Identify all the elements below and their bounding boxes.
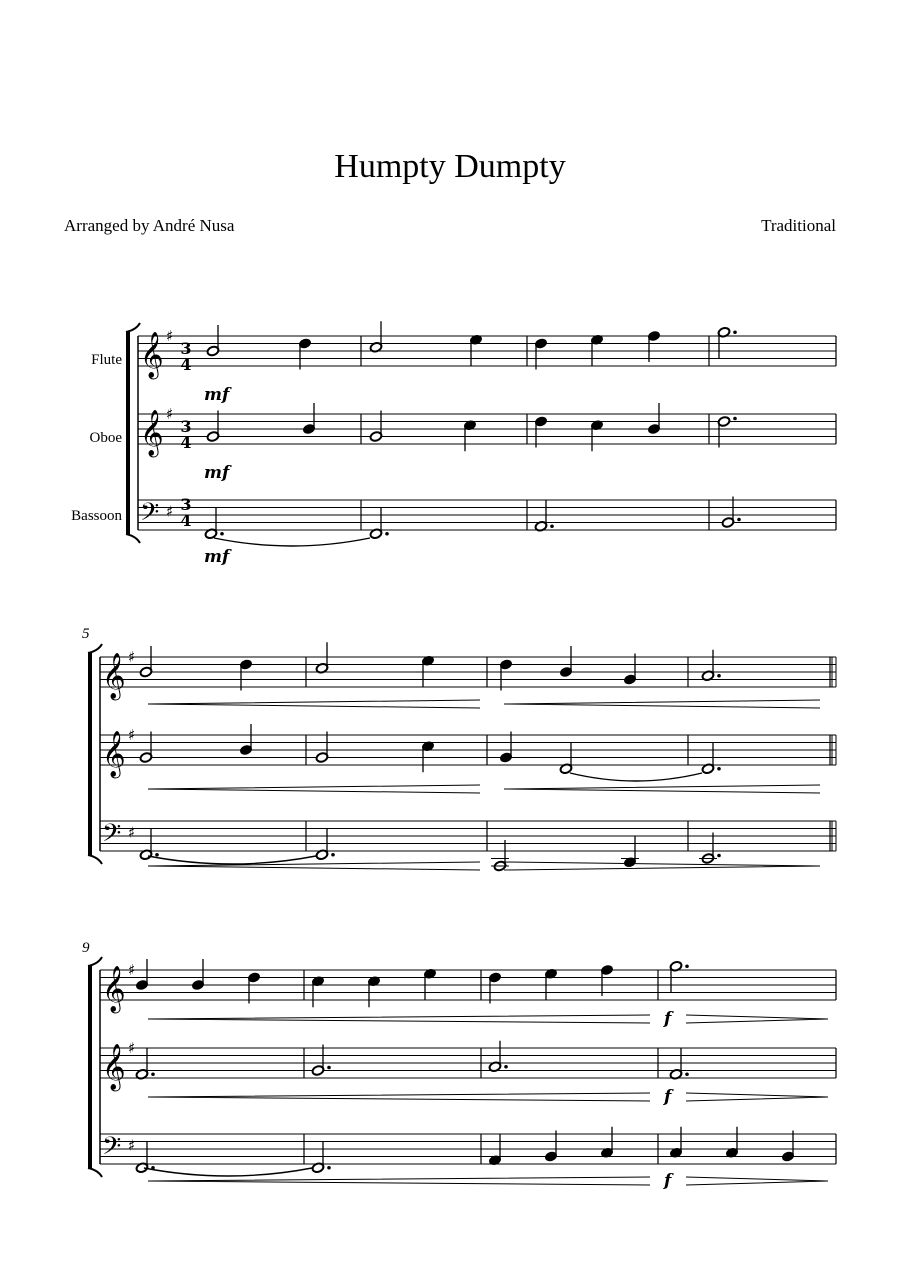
bass-clef-icon: 𝄢: [102, 1132, 122, 1167]
bracket-hook: [88, 855, 102, 864]
tie-slur: [148, 856, 316, 864]
augmentation-dot: [504, 1065, 508, 1069]
dynamic-f-oboe: f: [664, 1087, 672, 1107]
dynamic-f-bassoon: f: [664, 1171, 672, 1191]
system-bracket: [88, 653, 92, 855]
key-sharp-icon: ♯: [166, 405, 174, 423]
bracket-hook: [88, 644, 102, 653]
crescendo-hairpin: [148, 1015, 650, 1023]
augmentation-dot: [733, 330, 737, 334]
treble-clef-icon: 𝄞: [140, 332, 164, 378]
crescendo-hairpin: [148, 1093, 650, 1101]
time-signature-oboe: [180, 417, 191, 452]
augmentation-dot: [733, 417, 737, 421]
augmentation-dot: [327, 1166, 331, 1170]
svg-text:4: 4: [180, 433, 192, 452]
treble-clef-icon: 𝄞: [140, 410, 164, 456]
instrument-label-bassoon: Bassoon: [71, 508, 122, 524]
measure-number-5: 5: [82, 626, 90, 642]
bracket-hook: [88, 957, 102, 966]
crescendo-hairpin: [504, 785, 820, 793]
augmentation-dot: [155, 853, 159, 857]
tie-slur: [214, 538, 370, 546]
svg-text:4: 4: [180, 355, 192, 374]
time-signature-bassoon: [180, 495, 191, 530]
tie-slur: [144, 1168, 312, 1176]
treble-clef-icon: 𝄞: [102, 966, 126, 1012]
key-sharp-icon: ♯: [128, 961, 136, 979]
bracket-hook: [126, 323, 140, 332]
augmentation-dot: [717, 674, 721, 678]
augmentation-dot: [717, 854, 721, 858]
tie-slur: [570, 773, 702, 781]
bass-clef-icon: 𝄢: [140, 498, 160, 533]
diminuendo-hairpin: [686, 1015, 828, 1023]
svg-text:4: 4: [180, 511, 192, 530]
diminuendo-hairpin: [686, 1093, 828, 1101]
key-sharp-icon: ♯: [166, 502, 174, 521]
svg-text:3: 3: [180, 417, 192, 436]
diminuendo-hairpin: [504, 862, 820, 870]
augmentation-dot: [685, 964, 689, 968]
augmentation-dot: [220, 532, 224, 536]
treble-clef-icon: 𝄞: [102, 653, 126, 699]
dynamic-mf-bassoon: mf: [204, 547, 230, 567]
augmentation-dot: [385, 532, 389, 536]
crescendo-hairpin: [148, 1177, 650, 1185]
system-bracket: [88, 966, 92, 1168]
key-sharp-icon: ♯: [128, 648, 136, 666]
dynamic-f-flute: f: [664, 1009, 672, 1029]
system-bracket: [126, 332, 130, 534]
arranger-credit: Arranged by André Nusa: [64, 216, 235, 235]
score-systems: [88, 321, 836, 1185]
measure-number-9: 9: [82, 940, 90, 956]
augmentation-dot: [717, 767, 721, 771]
bracket-hook: [126, 534, 140, 543]
key-sharp-icon: ♯: [128, 726, 136, 744]
dynamic-mf-oboe: mf: [204, 463, 230, 483]
key-sharp-icon: ♯: [128, 1136, 136, 1155]
crescendo-hairpin: [148, 785, 480, 793]
crescendo-hairpin: [504, 700, 820, 708]
bass-clef-icon: 𝄢: [102, 819, 122, 854]
augmentation-dot: [685, 1072, 689, 1076]
instrument-label-oboe: Oboe: [89, 430, 122, 446]
time-signature-flute: [180, 339, 191, 374]
instrument-label-flute: Flute: [91, 352, 122, 368]
diminuendo-hairpin: [686, 1177, 828, 1185]
key-sharp-icon: ♯: [128, 1039, 136, 1057]
augmentation-dot: [737, 518, 741, 522]
svg-text:3: 3: [180, 339, 192, 358]
augmentation-dot: [550, 524, 554, 528]
svg-text:3: 3: [180, 495, 192, 514]
augmentation-dot: [151, 1072, 155, 1076]
treble-clef-icon: 𝄞: [102, 731, 126, 777]
bracket-hook: [88, 1168, 102, 1177]
crescendo-hairpin: [148, 700, 480, 708]
key-sharp-icon: ♯: [128, 823, 136, 842]
dynamic-mf-flute: mf: [204, 385, 230, 405]
key-sharp-icon: ♯: [166, 327, 174, 345]
page-title: Humpty Dumpty: [334, 148, 566, 185]
composer-credit: Traditional: [761, 216, 836, 235]
augmentation-dot: [331, 853, 335, 857]
treble-clef-icon: 𝄞: [102, 1044, 126, 1090]
augmentation-dot: [327, 1066, 331, 1070]
